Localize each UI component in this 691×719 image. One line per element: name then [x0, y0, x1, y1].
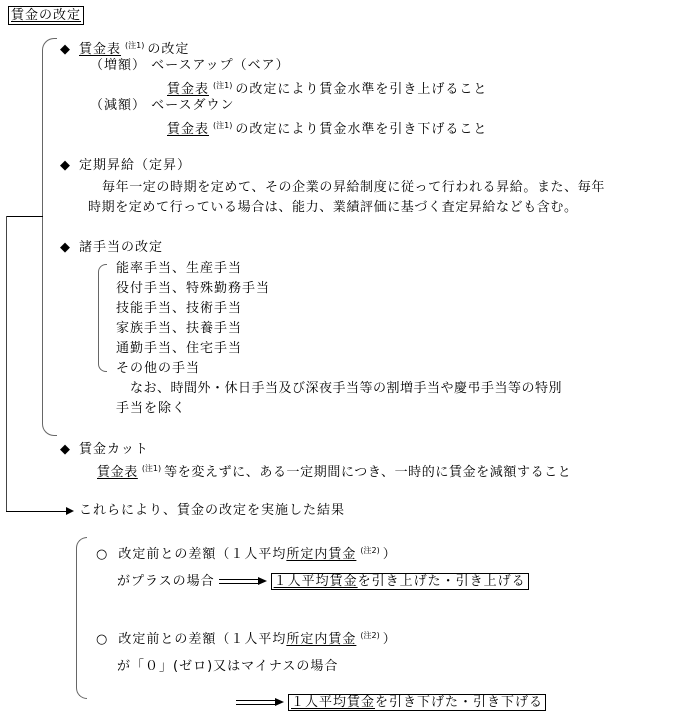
main-bracket: [42, 38, 57, 436]
double-arrow-icon: [236, 698, 284, 708]
note-ref: (注2): [360, 631, 380, 640]
outcome-1-condition-row: [117, 573, 529, 590]
title-text: 賃金の改定: [11, 8, 82, 23]
term-scheduled-wage: 所定内賃金: [286, 632, 357, 647]
connector-horizontal-bottom: [6, 511, 68, 512]
term-wage-table: 賃金表: [97, 465, 138, 480]
close-paren: ）: [382, 547, 397, 562]
wage-cut-desc: [97, 461, 571, 481]
outcome-2-condition: が「０」(ゼロ)又はマイナスの場合: [117, 659, 339, 674]
result-box: [271, 573, 529, 590]
double-arrow-icon: [219, 577, 267, 587]
allowances-heading: [60, 240, 163, 256]
desc-text: の改定により賃金水準を引き下げること: [235, 122, 488, 137]
decrease-name: ベースダウン: [151, 98, 235, 113]
increase-row: [90, 58, 290, 74]
result-term: １人平均賃金: [273, 574, 358, 589]
increase-desc: [167, 78, 487, 98]
allowance-item: 家族手当、扶養手当: [116, 321, 243, 336]
result-box: [288, 694, 546, 711]
outcome-1-line: [96, 543, 397, 563]
regular-raise-line1: 毎年一定の時期を定めて、その企業の昇給制度に従って行われる昇給。また、毎年: [102, 180, 605, 195]
allowance-note-line1: なお、時間外・休日手当及び深夜手当等の割増手当や慶弔手当等の特別: [130, 381, 563, 396]
prefix-text: 改定前との差額（１人平均: [118, 632, 287, 647]
allowance-bracket: [98, 264, 107, 372]
desc-text: の改定により賃金水準を引き上げること: [235, 82, 488, 97]
heading-text: 諸手当の改定: [79, 240, 164, 255]
heading-suffix: の改定: [147, 42, 190, 57]
decrease-desc: [167, 118, 487, 138]
decrease-row: [90, 98, 235, 114]
term-wage-table: 賃金表: [167, 122, 210, 137]
allowance-note-line2: 手当を除く: [116, 401, 187, 416]
note-ref: (注1): [125, 41, 145, 50]
wage-table-heading: [60, 38, 189, 58]
connector-vertical-left: [6, 216, 7, 512]
note-ref: (注1): [213, 81, 233, 90]
circle-bullet-icon: ○: [96, 547, 109, 562]
outcomes-bracket: [76, 537, 87, 699]
term-wage-table: 賃金表: [79, 42, 122, 57]
allowance-item: 役付手当、特殊勤務手当: [116, 281, 271, 296]
wage-cut-heading: [60, 442, 149, 458]
connector-horizontal-top: [6, 216, 43, 217]
term-scheduled-wage: 所定内賃金: [286, 547, 357, 562]
prefix-text: 改定前との差額（１人平均: [118, 547, 287, 562]
term-wage-table: 賃金表: [167, 82, 210, 97]
decrease-label: （減額）: [90, 98, 147, 113]
diamond-bullet-icon: ◆: [60, 442, 71, 457]
note-ref: (注1): [213, 121, 233, 130]
circle-bullet-icon: ○: [96, 632, 109, 647]
allowance-item: 通勤手当、住宅手当: [116, 341, 243, 356]
allowance-item: 能率手当、生産手当: [116, 261, 243, 276]
result-rest: を引き下げた・引き下げる: [375, 695, 544, 710]
increase-label: （増額）: [90, 58, 147, 73]
note-ref: (注2): [360, 546, 380, 555]
result-term: １人平均賃金: [291, 695, 376, 710]
result-line: これらにより、賃金の改定を実施した結果: [79, 503, 346, 518]
allowance-item: その他の手当: [116, 361, 201, 376]
regular-raise-line2: 時期を定めて行っている場合は、能力、業績評価に基づく査定昇給なども含む。: [88, 200, 578, 215]
diamond-bullet-icon: ◆: [60, 42, 71, 57]
outcome-2-line: [96, 628, 397, 648]
arrow-right-icon: [66, 507, 74, 515]
increase-name: ベースアップ（ベア）: [151, 58, 290, 73]
diamond-bullet-icon: ◆: [60, 158, 71, 173]
diamond-bullet-icon: ◆: [60, 240, 71, 255]
close-paren: ）: [382, 632, 397, 647]
regular-raise-heading: [60, 158, 191, 174]
page-title: [8, 6, 84, 25]
heading-text: 賃金カット: [79, 442, 149, 457]
note-ref: (注1): [141, 464, 162, 473]
heading-text: 定期昇給（定昇）: [79, 158, 192, 173]
desc-text: 等を変えずに、ある一定期間につき、一時的に賃金を減額すること: [164, 465, 572, 480]
outcome-2-result-row: [232, 694, 546, 711]
condition-text: がプラスの場合: [117, 574, 215, 589]
allowance-item: 技能手当、技術手当: [116, 301, 243, 316]
result-rest: を引き上げた・引き上げる: [357, 574, 526, 589]
